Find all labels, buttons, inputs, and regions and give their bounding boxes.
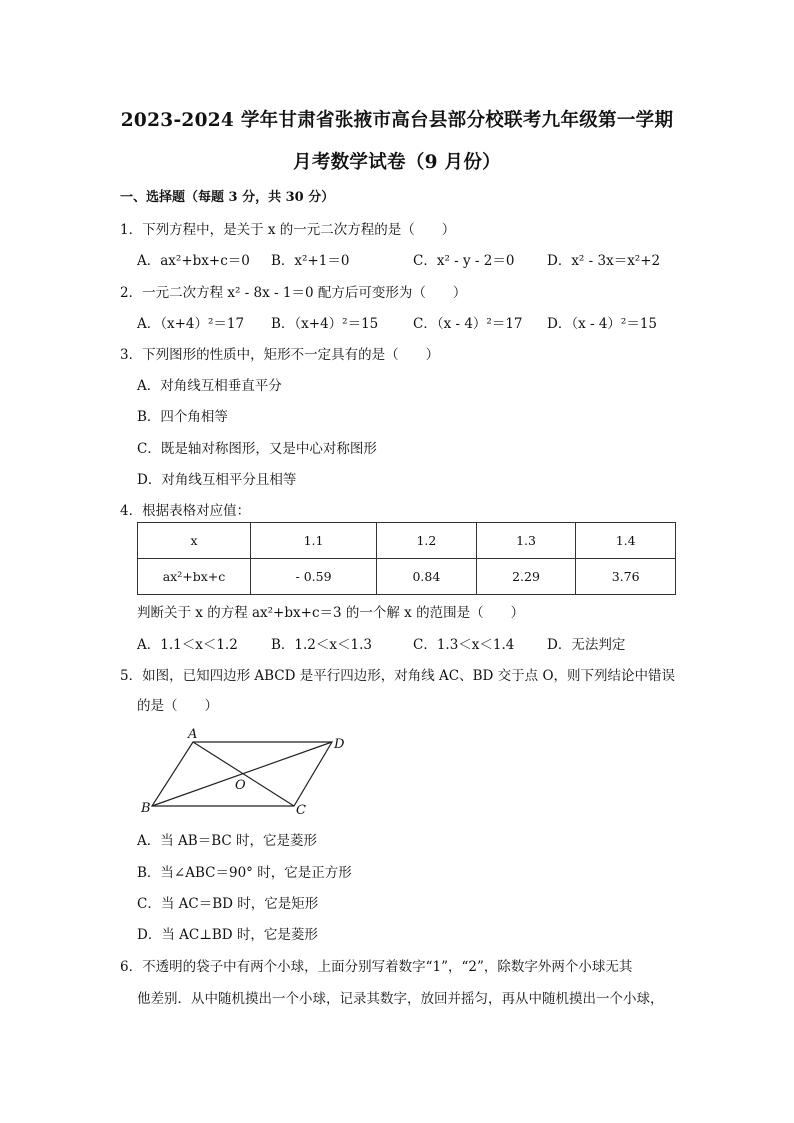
- table-cell: 3.76: [576, 559, 676, 595]
- table-cell: 1.1: [251, 523, 377, 559]
- q4-option-d: D．无法判定: [547, 637, 626, 653]
- table-cell: 2.29: [476, 559, 576, 595]
- q1-option-a: A．ax²+bx+c＝0: [137, 253, 250, 269]
- q1-stem: 1．下列方程中，是关于 x 的一元二次方程的是（ ）: [120, 222, 456, 238]
- q3-option-c: C．既是轴对称图形，又是中心对称图形: [137, 441, 377, 457]
- q3-option-b: B．四个角相等: [137, 409, 228, 425]
- center-label-o: O: [235, 778, 246, 793]
- q3-stem: 3．下列图形的性质中，矩形不一定具有的是（ ）: [120, 347, 440, 363]
- q2-option-c: C．（x - 4）²＝17: [413, 316, 523, 332]
- q4-option-a: A．1.1＜x＜1.2: [137, 637, 238, 653]
- table-cell: 1.2: [377, 523, 477, 559]
- q5-option-a: A．当 AB＝BC 时，它是菱形: [137, 833, 318, 849]
- title-line-2: 月考数学试卷（9 月份）: [293, 152, 501, 173]
- table-cell: x: [138, 523, 251, 559]
- q4-option-c: C．1.3＜x＜1.4: [413, 637, 515, 653]
- q3-option-d: D．对角线互相平分且相等: [137, 472, 297, 488]
- table-row: [138, 559, 676, 595]
- parallelogram-figure: [136, 724, 366, 820]
- q5-option-c: C．当 AC＝BD 时，它是矩形: [137, 896, 319, 912]
- q5-option-d: D．当 AC⊥BD 时，它是菱形: [137, 927, 318, 943]
- q2-option-a: A．（x+4）²＝17: [137, 316, 245, 332]
- section-heading: 一、选择题（每题 3 分，共 30 分）: [120, 190, 335, 205]
- q1-option-b: B．x²+1＝0: [271, 253, 350, 269]
- q2-stem: 2．一元二次方程 x² - 8x - 1＝0 配方后可变形为（ ）: [120, 285, 467, 301]
- q2-option-d: D．（x - 4）²＝15: [547, 316, 658, 332]
- q5-option-b: B．当∠ABC＝90° 时，它是正方形: [137, 865, 352, 881]
- vertex-label-b: B: [141, 801, 151, 816]
- q2-option-b: B．（x+4）²＝15: [271, 316, 379, 332]
- q4-option-b: B．1.2＜x＜1.3: [271, 637, 372, 653]
- table-cell: ax²+bx+c: [138, 559, 251, 595]
- q1-option-d: D．x² - 3x＝x²+2: [547, 253, 661, 269]
- q5-stem-line-2: 的是（ ）: [137, 698, 218, 714]
- q6-line-2: 他差别．从中随机摸出一个小球，记录其数字，放回并摇匀，再从中随机摸出一个小球，: [137, 991, 664, 1007]
- table-cell: 0.84: [377, 559, 477, 595]
- vertex-label-c: C: [296, 803, 306, 818]
- table-cell: 1.4: [576, 523, 676, 559]
- vertex-label-d: D: [334, 737, 345, 752]
- title-line-1: 2023-2024 学年甘肃省张掖市高台县部分校联考九年级第一学期: [120, 110, 674, 131]
- table-cell: 1.3: [476, 523, 576, 559]
- q4-question: 判断关于 x 的方程 ax²+bx+c＝3 的一个解 x 的范围是（ ）: [137, 605, 525, 621]
- q6-line-1: 6．不透明的袋子中有两个小球，上面分别写着数字“1”，“2”，除数字外两个小球无其: [120, 959, 633, 975]
- vertex-label-a: A: [188, 727, 198, 742]
- table-cell: - 0.59: [251, 559, 377, 595]
- diagonal-bd: [152, 742, 332, 806]
- q1-option-c: C．x² - y - 2＝0: [413, 253, 515, 269]
- table-row: [138, 523, 676, 559]
- q3-option-a: A．对角线互相垂直平分: [137, 378, 282, 394]
- q5-stem-line-1: 5．如图，已知四边形 ABCD 是平行四边形，对角线 AC、BD 交于点 O，则下列结论中错误: [120, 668, 676, 684]
- value-table: [137, 522, 676, 595]
- q4-stem: 4．根据表格对应值：: [120, 503, 251, 519]
